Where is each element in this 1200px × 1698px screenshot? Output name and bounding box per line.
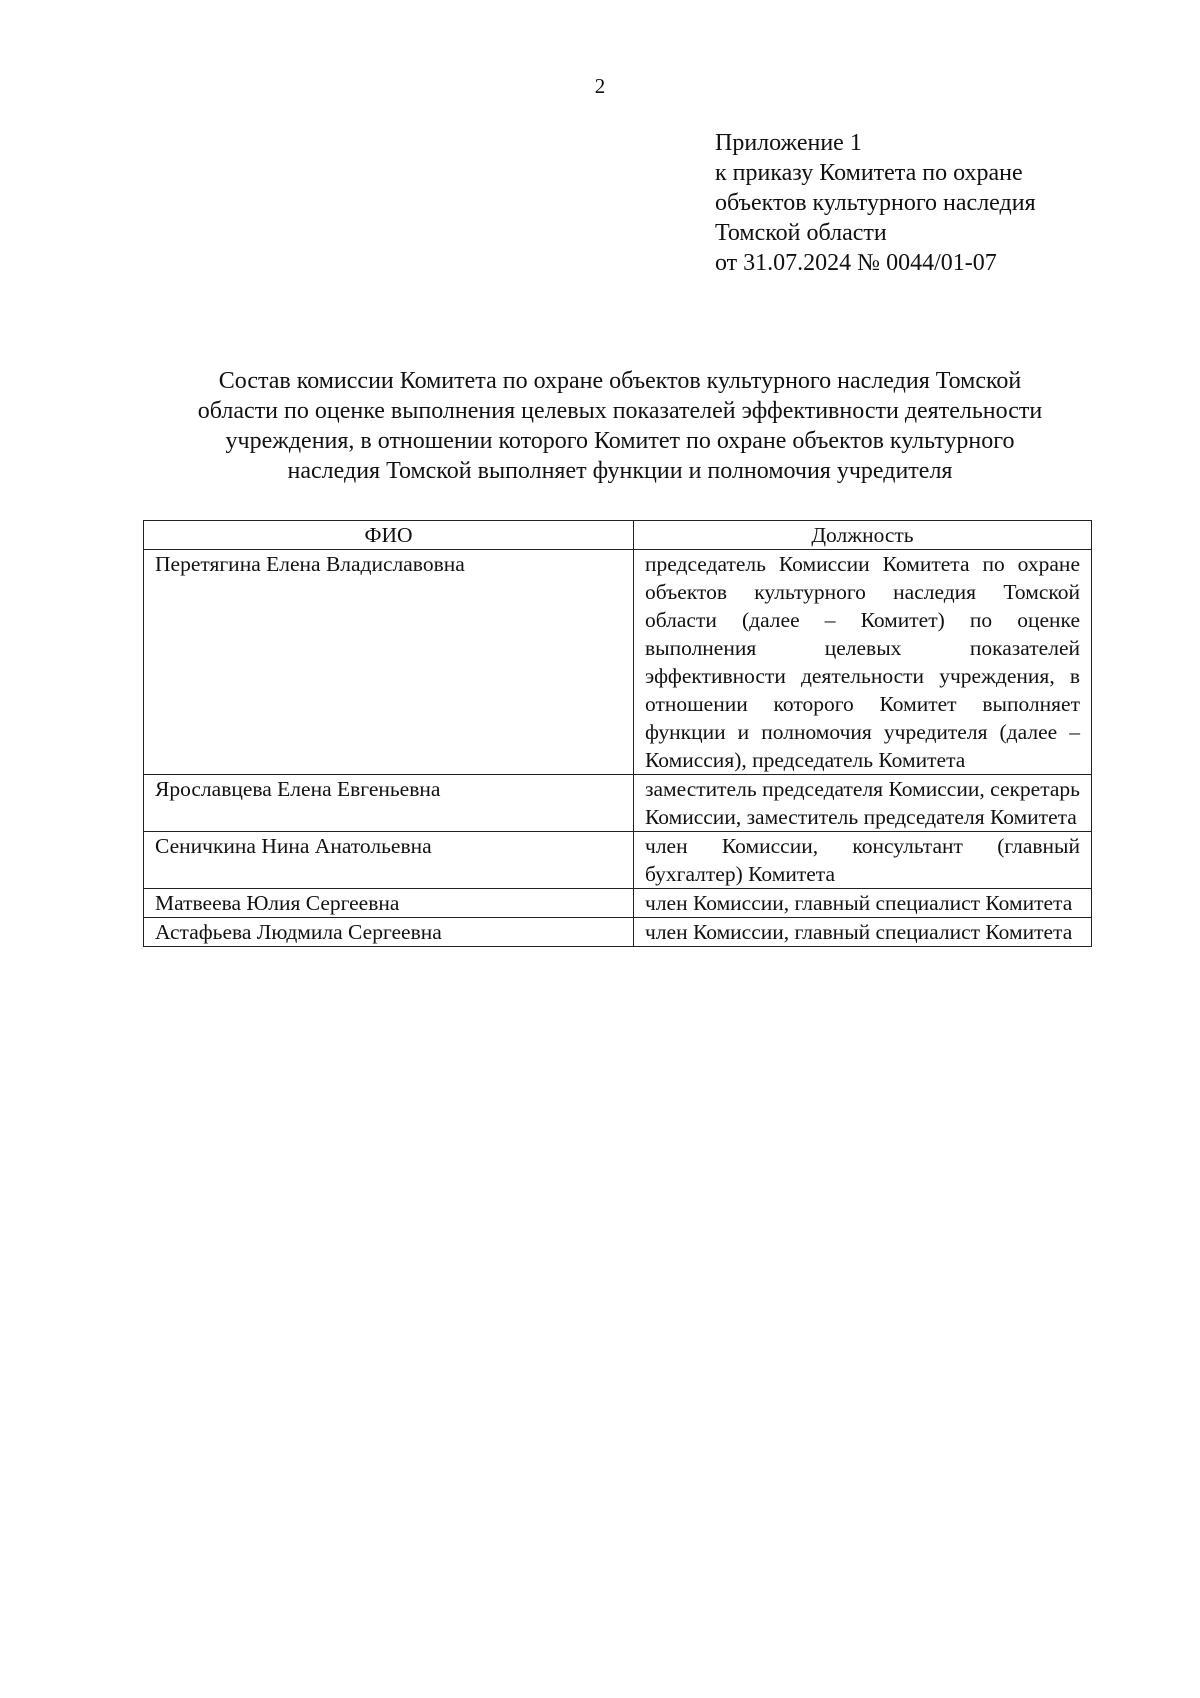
- appendix-line: Томской области: [715, 220, 887, 246]
- member-position: председатель Комиссии Комитета по охране объектов культурного наследия Томской области (далее – Комитет) по оценке выполнения целевых показателей эффективности деятельности учреждения, в отношении которого Комитет выполняет функции и полномочия учредителя (далее – Комиссия), председатель Комитета: [634, 550, 1092, 775]
- table-row: [144, 832, 1092, 889]
- title-line: учреждения, в отношении которого Комитет по охране объектов культурного: [225, 428, 1015, 454]
- member-name: Ярославцева Елена Евгеньевна: [144, 775, 634, 832]
- member-name: Перетягина Елена Владиславовна: [144, 550, 634, 775]
- document-title: [150, 366, 1090, 486]
- appendix-line: объектов культурного наследия: [715, 190, 1036, 216]
- member-position: заместитель председателя Комиссии, секретарь Комиссии, заместитель председателя Комитета: [634, 775, 1092, 832]
- member-position: член Комиссии, главный специалист Комитета: [634, 918, 1092, 947]
- table-row: [144, 918, 1092, 947]
- appendix-line: к приказу Комитета по охране: [715, 160, 1023, 186]
- title-line: наследия Томской выполняет функции и полномочия учредителя: [287, 458, 953, 484]
- member-position: член Комиссии, консультант (главный бухгалтер) Комитета: [634, 832, 1092, 889]
- table-row: [144, 550, 1092, 775]
- title-line: области по оценке выполнения целевых показателей эффективности деятельности: [197, 398, 1043, 424]
- table-row: [144, 889, 1092, 918]
- table-header-row: [144, 521, 1092, 550]
- appendix-header: [715, 128, 1155, 278]
- appendix-line: от 31.07.2024 № 0044/01-07: [715, 250, 997, 276]
- page-number: 2: [594, 74, 606, 98]
- header-position: Должность: [634, 521, 1092, 550]
- table-row: [144, 775, 1092, 832]
- member-position: член Комиссии, главный специалист Комитета: [634, 889, 1092, 918]
- member-name: Сеничкина Нина Анатольевна: [144, 832, 634, 889]
- header-name: ФИО: [144, 521, 634, 550]
- title-line: Состав комиссии Комитета по охране объектов культурного наследия Томской: [218, 368, 1022, 394]
- member-name: Астафьева Людмила Сергеевна: [144, 918, 634, 947]
- appendix-line: Приложение 1: [715, 130, 862, 156]
- member-name: Матвеева Юлия Сергеевна: [144, 889, 634, 918]
- commission-members-table: [143, 520, 1092, 947]
